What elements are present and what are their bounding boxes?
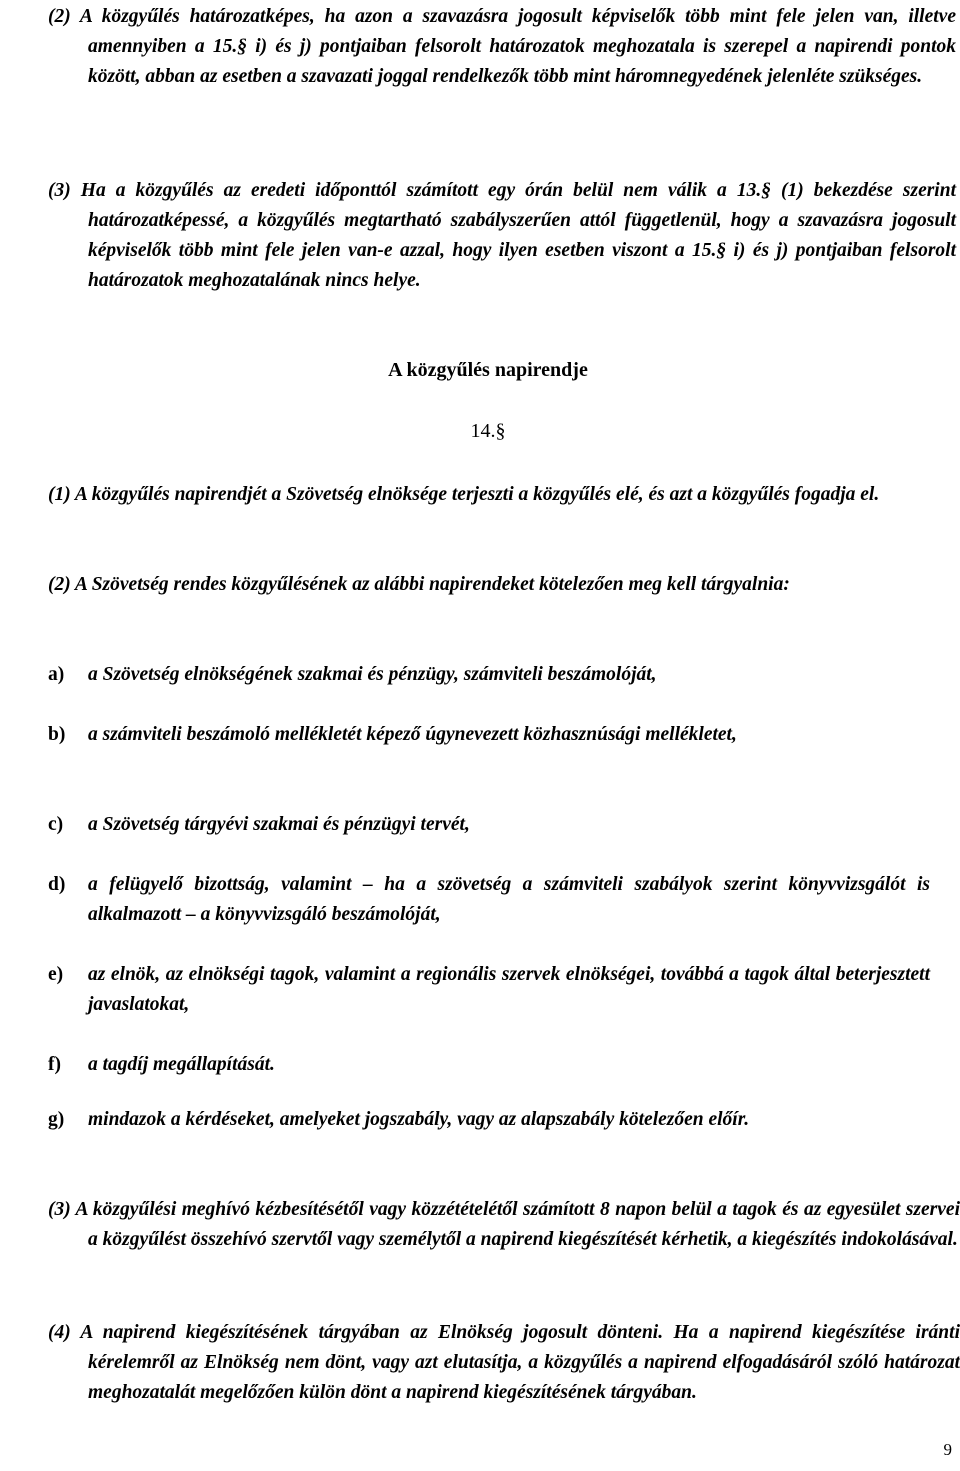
list-label: a) [48,664,65,685]
list-item-b [0,720,930,750]
list-text: az elnök, az elnökségi tagok, valamint a regionális szervek elnökségei, továbbá a tagok által beterjesztett javaslatokat, [88,964,930,1015]
list-label: c) [48,814,64,835]
list-item-g [0,1105,930,1135]
section-heading: A közgyűlés napirendje [388,359,588,381]
list-label: f) [48,1054,61,1075]
paragraph-3: (3) Ha a közgyűlés az eredeti időponttól számított egy órán belül nem válik a 13.§ (1) bekezdése szerint határozatképessé, a közgyűlés megtartható szabályszerűen attól függetlenül, hogy a szavazásra jogosult képviselők több mint fele jelen van-e azzal, hogy ilyen esetben viszont a 15.§ i) és j) pontjaiban felsorolt határozatok meghozatalának nincs helye. [48,180,956,291]
section14-paragraph-2: (2) A Szövetség rendes közgyűlésének az alábbi napirendeket kötelezően meg kell tárgyalnia: [48,574,790,595]
list-text: a felügyelő bizottság, valamint – ha a szövetség a számviteli szabályok szerint könyvvizsgálót is alkalmazott – a könyvvizsgáló beszámolóját, [88,874,930,925]
list-text: mindazok a kérdéseket, amelyeket jogszabály, vagy az alapszabály kötelezően előír. [88,1109,750,1130]
list-label: e) [48,964,64,985]
section14-paragraph-1: (1) A közgyűlés napirendjét a Szövetség elnöksége terjeszti a közgyűlés elé, és azt a közgyűlés fogadja el. [48,484,880,505]
list-label: b) [48,724,66,745]
list-item-a [0,660,930,690]
list-label: g) [48,1109,65,1130]
list-text: a Szövetség elnökségének szakmai és pénzügy, számviteli beszámolóját, [88,664,657,685]
list-item-c [0,810,930,840]
list-label: d) [48,874,66,895]
list-item-f [0,1050,930,1080]
list-item-d [0,870,930,930]
list-text: a számviteli beszámoló mellékletét képező úgynevezett közhasznúsági mellékletet, [88,724,737,745]
section14-paragraph-3: (3) A közgyűlési meghívó kézbesítésétől vagy közzétételétől számított 8 napon belül a tagok és az egyesület szervei a közgyűlést összehívó szervtől vagy személytől a napirend kiegészítését kérhetik, a kiegészítés indokolásával. [48,1199,960,1250]
page-number: 9 [943,1440,952,1459]
list-text: a tagdíj megállapítását. [88,1054,275,1075]
section-number: 14.§ [470,420,506,442]
paragraph-2: (2) A közgyűlés határozatképes, ha azon a szavazásra jogosult képviselők több mint fele jelen van, illetve amennyiben a 15.§ i) és j) pontjaiban felsorolt határozatok meghozatala is szerepel a napirendi pontok között, abban az esetben a szavazati joggal rendelkezők több mint háromnegyedének jelenléte szükséges. [48,6,956,87]
list-text: a Szövetség tárgyévi szakmai és pénzügyi tervét, [88,814,470,835]
list-item-e [0,960,930,1020]
section14-paragraph-4: (4) A napirend kiegészítésének tárgyában az Elnökség jogosult dönteni. Ha a napirend kiegészítése iránti kérelemről az Elnökség nem dönt, vagy azt elutasítja, a közgyűlés a napirend elfogadásáról szóló határozat meghozatalát megelőzően külön dönt a napirend kiegészítésének tárgyában. [48,1322,960,1403]
